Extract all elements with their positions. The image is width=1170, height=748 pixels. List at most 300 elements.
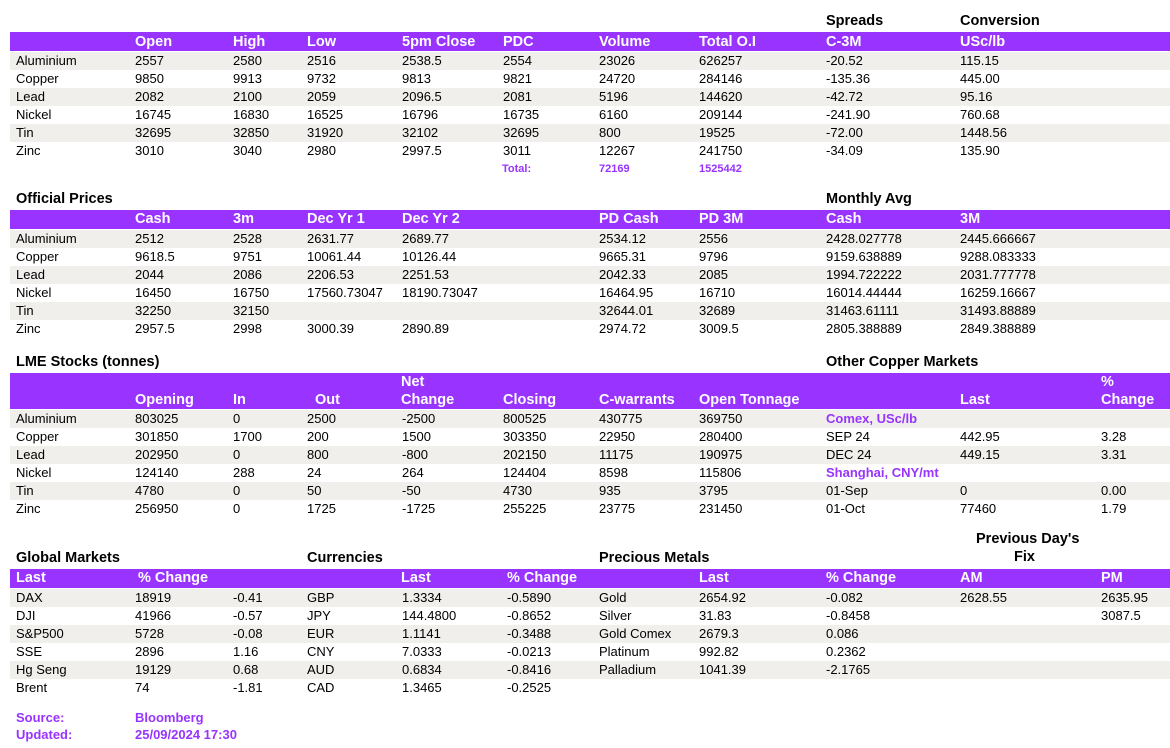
table-cell: 1500 xyxy=(402,429,431,444)
table-cell: Copper xyxy=(16,71,59,86)
table-row xyxy=(10,625,1170,643)
table-cell: 7.0333 xyxy=(402,644,442,659)
table-cell: Hg Seng xyxy=(16,662,67,677)
table-cell: 303350 xyxy=(503,429,547,444)
table-cell: 2580 xyxy=(233,53,262,68)
table-cell: 19525 xyxy=(699,125,736,140)
table-cell: 3040 xyxy=(233,143,262,158)
table-cell: 2890.89 xyxy=(402,321,449,336)
table-cell: 144.4800 xyxy=(402,608,457,623)
table-cell: 50 xyxy=(307,483,322,498)
table-cell: 3087.5 xyxy=(1101,608,1141,623)
table-row xyxy=(10,248,1170,266)
table-cell: 442.95 xyxy=(960,429,1000,444)
table-cell: -1.81 xyxy=(233,680,263,695)
table-row xyxy=(10,482,1170,500)
table-row xyxy=(10,500,1170,518)
table-cell: 2059 xyxy=(307,89,336,104)
table-cell: 22950 xyxy=(599,429,636,444)
table-cell: CAD xyxy=(307,680,335,695)
table-cell: 202150 xyxy=(503,447,547,462)
table-cell: -0.0213 xyxy=(507,644,552,659)
header-pd-cash: PD Cash xyxy=(599,211,659,227)
table-cell: 0 xyxy=(233,483,241,498)
header-opening: Opening xyxy=(135,392,194,408)
table-cell: 3795 xyxy=(699,483,728,498)
table-cell: 9850 xyxy=(135,71,164,86)
total-open-interest: 1525442 xyxy=(699,163,742,175)
table-cell: 231450 xyxy=(699,501,743,516)
table-cell: 95.16 xyxy=(960,89,993,104)
table-cell: 135.90 xyxy=(960,143,1000,158)
table-cell: 2534.12 xyxy=(599,231,646,246)
table-cell: Copper xyxy=(16,429,59,444)
table-cell: 2554 xyxy=(503,53,532,68)
table-cell: 3011 xyxy=(503,143,531,158)
table-cell: 2849.388889 xyxy=(960,321,1036,336)
table-cell: 760.68 xyxy=(960,107,1000,122)
monthly-avg-title: Monthly Avg xyxy=(826,191,912,207)
table-cell: 5728 xyxy=(135,626,164,641)
table-cell: 1994.722222 xyxy=(826,267,902,282)
header-other-last: Last xyxy=(960,392,990,408)
table-cell: 2997.5 xyxy=(402,143,442,158)
table-cell: 190975 xyxy=(699,447,743,462)
table-cell: 2980 xyxy=(307,143,336,158)
table-cell: 19129 xyxy=(135,662,172,677)
table-cell: Copper xyxy=(16,249,59,264)
header-closing: Closing xyxy=(503,392,557,408)
table-cell: 32850 xyxy=(233,125,270,140)
table-cell: 3.31 xyxy=(1101,447,1127,462)
header-low: Low xyxy=(307,34,336,50)
stocks-header-bar xyxy=(10,373,1170,409)
table-cell: GBP xyxy=(307,590,335,605)
table-row xyxy=(10,88,1170,106)
table-cell: 1700 xyxy=(233,429,262,444)
table-cell: -241.90 xyxy=(826,107,871,122)
header-fix-am: AM xyxy=(960,570,983,586)
header-5pm-close: 5pm Close xyxy=(402,34,476,50)
table-cell: Brent xyxy=(16,680,48,695)
header-open: Open xyxy=(135,34,173,50)
header-fix-pm: PM xyxy=(1101,570,1123,586)
table-cell: 2538.5 xyxy=(402,53,442,68)
header-net-change: Change xyxy=(401,392,455,408)
table-cell: S&P500 xyxy=(16,626,64,641)
table-cell: -2.1765 xyxy=(826,662,871,677)
total-volume: 72169 xyxy=(599,163,630,175)
table-cell: Palladium xyxy=(599,662,657,677)
table-cell: 202950 xyxy=(135,447,179,462)
table-cell: Lead xyxy=(16,267,45,282)
table-cell: 2044 xyxy=(135,267,164,282)
table-cell: -72.00 xyxy=(826,125,863,140)
table-cell: 2556 xyxy=(699,231,728,246)
table-cell: 9732 xyxy=(307,71,336,86)
table-cell: -0.8458 xyxy=(826,608,871,623)
table-cell: 2628.55 xyxy=(960,590,1007,605)
table-cell: -0.3488 xyxy=(507,626,552,641)
table-cell: -0.41 xyxy=(233,590,263,605)
header-total-oi: Total O.I xyxy=(699,34,756,50)
table-cell: 1.79 xyxy=(1101,501,1127,516)
total-label: Total: xyxy=(502,163,532,175)
table-row xyxy=(10,679,1170,697)
table-cell: 144620 xyxy=(699,89,743,104)
table-cell: 0.00 xyxy=(1101,483,1127,498)
table-cell: Lead xyxy=(16,447,45,462)
table-cell: 0 xyxy=(233,501,241,516)
table-cell: Zinc xyxy=(16,143,41,158)
table-cell: 0 xyxy=(233,411,241,426)
table-cell: 9821 xyxy=(503,71,532,86)
table-cell: 2031.777778 xyxy=(960,267,1036,282)
table-cell: 2082 xyxy=(135,89,164,104)
table-cell: DEC 24 xyxy=(826,447,872,462)
table-cell: 2635.95 xyxy=(1101,590,1148,605)
table-cell: 23775 xyxy=(599,501,636,516)
table-cell: DJI xyxy=(16,608,36,623)
table-cell: 1041.39 xyxy=(699,662,746,677)
table-cell: 31.83 xyxy=(699,608,732,623)
table-cell: Lead xyxy=(16,89,45,104)
table-cell: 01-Oct xyxy=(826,501,866,516)
table-cell: 2805.388889 xyxy=(826,321,902,336)
table-cell: Nickel xyxy=(16,465,52,480)
table-cell: Tin xyxy=(16,483,34,498)
table-cell: -800 xyxy=(402,447,429,462)
table-cell: 16710 xyxy=(699,285,736,300)
table-row xyxy=(10,70,1170,88)
table-cell: 2957.5 xyxy=(135,321,175,336)
table-cell: 2689.77 xyxy=(402,231,449,246)
table-cell: 9618.5 xyxy=(135,249,175,264)
table-cell: 2516 xyxy=(307,53,336,68)
table-cell: -20.52 xyxy=(826,53,863,68)
header-net: Net xyxy=(401,374,425,390)
table-cell: 2974.72 xyxy=(599,321,646,336)
table-cell: 992.82 xyxy=(699,644,739,659)
table-cell: 16796 xyxy=(402,107,439,122)
header-precious-last: Last xyxy=(699,570,729,586)
table-cell: 2428.027778 xyxy=(826,231,902,246)
table-cell: 10061.44 xyxy=(307,249,362,264)
table-cell: 01-Sep xyxy=(826,483,868,498)
table-cell: 2085 xyxy=(699,267,728,282)
table-cell: -42.72 xyxy=(826,89,863,104)
source-label: Source: xyxy=(16,710,65,725)
header-currency-change: % Change xyxy=(507,570,578,586)
header-out: Out xyxy=(315,392,340,408)
table-cell: Nickel xyxy=(16,107,52,122)
table-cell: 280400 xyxy=(699,429,743,444)
other-copper-title: Other Copper Markets xyxy=(826,354,979,370)
header-high: High xyxy=(233,34,266,50)
table-cell: 9159.638889 xyxy=(826,249,902,264)
header-usc-lb: USc/lb xyxy=(960,34,1006,50)
table-cell: -0.08 xyxy=(233,626,263,641)
table-row xyxy=(10,643,1170,661)
table-row xyxy=(10,464,1170,482)
table-cell: 18190.73047 xyxy=(402,285,478,300)
table-cell: 74 xyxy=(135,680,150,695)
table-cell: 430775 xyxy=(599,411,643,426)
table-cell: 803025 xyxy=(135,411,179,426)
table-cell: 2086 xyxy=(233,267,262,282)
table-cell: 626257 xyxy=(699,53,743,68)
table-cell: 0.086 xyxy=(826,626,859,641)
precious-metals-title: Precious Metals xyxy=(599,550,710,566)
table-cell: Nickel xyxy=(16,285,52,300)
table-cell: 9813 xyxy=(402,71,431,86)
table-cell: 32644.01 xyxy=(599,303,654,318)
table-row xyxy=(10,607,1170,625)
table-cell: 3.28 xyxy=(1101,429,1127,444)
header-monthly-3m: 3M xyxy=(960,211,981,227)
table-cell: 2998 xyxy=(233,321,262,336)
table-cell: 124404 xyxy=(503,465,547,480)
table-row xyxy=(10,661,1170,679)
table-row xyxy=(10,446,1170,464)
previous-day-fix-title: Previous Day's xyxy=(976,531,1080,547)
header-monthly-cash: Cash xyxy=(826,211,862,227)
table-cell: 1.16 xyxy=(233,644,259,659)
table-cell: 2042.33 xyxy=(599,267,646,282)
table-cell: 16745 xyxy=(135,107,172,122)
header-global-last: Last xyxy=(16,570,46,586)
table-cell: 115.15 xyxy=(960,53,999,68)
header-dec-yr-1: Dec Yr 1 xyxy=(307,211,365,227)
table-cell: 449.15 xyxy=(960,447,1000,462)
table-cell: 32250 xyxy=(135,303,172,318)
table-cell: Zinc xyxy=(16,501,41,516)
table-cell: 369750 xyxy=(699,411,743,426)
table-cell: 2251.53 xyxy=(402,267,449,282)
header-3m: 3m xyxy=(233,211,254,227)
table-cell: AUD xyxy=(307,662,335,677)
table-cell: Gold xyxy=(599,590,627,605)
table-cell: EUR xyxy=(307,626,335,641)
currencies-title: Currencies xyxy=(307,550,383,566)
table-cell: 18919 xyxy=(135,590,172,605)
table-cell: JPY xyxy=(307,608,331,623)
table-cell: 10126.44 xyxy=(402,249,457,264)
table-cell: Platinum xyxy=(599,644,650,659)
updated-label: Updated: xyxy=(16,727,73,742)
table-row xyxy=(10,106,1170,124)
lme-stocks-title: LME Stocks (tonnes) xyxy=(16,354,160,370)
header-volume: Volume xyxy=(599,34,651,50)
table-cell: Comex, USc/lb xyxy=(826,411,918,426)
table-cell: 2081 xyxy=(503,89,532,104)
table-cell: 288 xyxy=(233,465,255,480)
table-cell: 200 xyxy=(307,429,329,444)
table-cell: 209144 xyxy=(699,107,743,122)
global-markets-title: Global Markets xyxy=(16,550,120,566)
table-cell: 2896 xyxy=(135,644,164,659)
table-row xyxy=(10,124,1170,142)
table-cell: 41966 xyxy=(135,608,172,623)
table-cell: 16464.95 xyxy=(599,285,654,300)
table-cell: 0.68 xyxy=(233,662,259,677)
table-cell: 241750 xyxy=(699,143,743,158)
table-cell: 0 xyxy=(233,447,241,462)
table-cell: 124140 xyxy=(135,465,179,480)
table-cell: Tin xyxy=(16,303,34,318)
table-cell: SSE xyxy=(16,644,43,659)
table-cell: 2100 xyxy=(233,89,262,104)
table-cell: 2631.77 xyxy=(307,231,354,246)
table-cell: 32102 xyxy=(402,125,439,140)
fix-title: Fix xyxy=(1014,549,1035,565)
table-cell: 11175 xyxy=(599,447,634,462)
table-cell: Aluminium xyxy=(16,53,77,68)
table-cell: -0.2525 xyxy=(507,680,552,695)
table-cell: -0.5890 xyxy=(507,590,552,605)
spreads-title: Spreads xyxy=(826,13,884,29)
table-cell: 2445.666667 xyxy=(960,231,1036,246)
table-cell: 16830 xyxy=(233,107,270,122)
header-pdc: PDC xyxy=(503,34,534,50)
table-cell: 4780 xyxy=(135,483,164,498)
table-cell: 12267 xyxy=(599,143,636,158)
table-cell: 31920 xyxy=(307,125,344,140)
table-cell: 3010 xyxy=(135,143,164,158)
table-cell: Shanghai, CNY/mt xyxy=(826,465,939,480)
table-cell: 115806 xyxy=(699,465,742,480)
table-cell: -34.09 xyxy=(826,143,863,158)
table-cell: 0.6834 xyxy=(402,662,442,677)
table-cell: -2500 xyxy=(402,411,436,426)
table-row xyxy=(10,320,1170,338)
table-cell: 8598 xyxy=(599,465,628,480)
official-prices-title: Official Prices xyxy=(16,191,113,207)
table-cell: 2679.3 xyxy=(699,626,739,641)
table-cell: 800 xyxy=(599,125,621,140)
official-header-bar xyxy=(10,210,1170,229)
table-cell: 6160 xyxy=(599,107,628,122)
table-row xyxy=(10,302,1170,320)
table-cell: -1725 xyxy=(402,501,436,516)
table-cell: 1448.56 xyxy=(960,125,1007,140)
table-cell: Silver xyxy=(599,608,632,623)
table-cell: 1.1141 xyxy=(402,626,441,641)
table-cell: Tin xyxy=(16,125,34,140)
table-row xyxy=(10,266,1170,284)
header-cash: Cash xyxy=(135,211,171,227)
table-row xyxy=(10,142,1170,160)
table-cell: -50 xyxy=(402,483,421,498)
table-cell: 256950 xyxy=(135,501,179,516)
header-c-warrants: C-warrants xyxy=(599,392,675,408)
table-cell: Gold Comex xyxy=(599,626,672,641)
table-cell: 2096.5 xyxy=(402,89,442,104)
table-cell: 16014.44444 xyxy=(826,285,902,300)
table-cell: 16525 xyxy=(307,107,344,122)
table-cell: 445.00 xyxy=(960,71,1000,86)
updated-value: 25/09/2024 17:30 xyxy=(135,727,237,742)
table-row xyxy=(10,52,1170,70)
header-dec-yr-2: Dec Yr 2 xyxy=(402,211,460,227)
table-cell: 16259.16667 xyxy=(960,285,1036,300)
table-cell: 2512 xyxy=(135,231,164,246)
header-currency-last: Last xyxy=(401,570,431,586)
table-cell: 77460 xyxy=(960,501,997,516)
table-row xyxy=(10,230,1170,248)
table-cell: SEP 24 xyxy=(826,429,870,444)
table-cell: 16750 xyxy=(233,285,270,300)
table-cell: 9665.31 xyxy=(599,249,646,264)
table-cell: 16735 xyxy=(503,107,540,122)
table-row xyxy=(10,410,1170,428)
table-cell: 32689 xyxy=(699,303,736,318)
table-cell: 2500 xyxy=(307,411,336,426)
header-pd-3m: PD 3M xyxy=(699,211,744,227)
table-cell: -0.8652 xyxy=(507,608,552,623)
table-cell: 800 xyxy=(307,447,329,462)
table-cell: 2654.92 xyxy=(699,590,746,605)
table-cell: 2557 xyxy=(135,53,164,68)
table-cell: 0.2362 xyxy=(826,644,866,659)
table-cell: Aluminium xyxy=(16,411,77,426)
table-cell: 1.3465 xyxy=(402,680,442,695)
table-row xyxy=(10,428,1170,446)
table-cell: 935 xyxy=(599,483,621,498)
source-value: Bloomberg xyxy=(135,710,204,725)
table-cell: 264 xyxy=(402,465,424,480)
table-cell: 800525 xyxy=(503,411,547,426)
table-cell: 32150 xyxy=(233,303,270,318)
table-cell: 2206.53 xyxy=(307,267,354,282)
header-precious-change: % Change xyxy=(826,570,897,586)
table-cell: 9913 xyxy=(233,71,262,86)
header-in: In xyxy=(233,392,246,408)
table-cell: 255225 xyxy=(503,501,547,516)
table-cell: 32695 xyxy=(135,125,172,140)
table-cell: 24720 xyxy=(599,71,636,86)
table-cell: 3009.5 xyxy=(699,321,739,336)
table-cell: CNY xyxy=(307,644,335,659)
table-cell: 9751 xyxy=(233,249,262,264)
table-cell: Aluminium xyxy=(16,231,77,246)
conversion-title: Conversion xyxy=(960,13,1040,29)
table-cell: 4730 xyxy=(503,483,532,498)
header-pct: % xyxy=(1101,374,1114,390)
table-cell: 1.3334 xyxy=(402,590,442,605)
table-cell: -0.8416 xyxy=(507,662,552,677)
table-cell: 31493.88889 xyxy=(960,303,1036,318)
header-open-tonnage: Open Tonnage xyxy=(699,392,800,408)
table-row xyxy=(10,589,1170,607)
table-cell: 5196 xyxy=(599,89,628,104)
table-cell: 301850 xyxy=(135,429,179,444)
table-cell: -0.082 xyxy=(826,590,863,605)
table-cell: 3000.39 xyxy=(307,321,354,336)
table-cell: 284146 xyxy=(699,71,743,86)
header-c-3m: C-3M xyxy=(826,34,862,50)
table-cell: 31463.61111 xyxy=(826,303,900,318)
market-header-bar xyxy=(10,32,1170,51)
table-cell: 32695 xyxy=(503,125,540,140)
table-cell: 1725 xyxy=(307,501,336,516)
table-cell: 2528 xyxy=(233,231,262,246)
header-pct-change: Change xyxy=(1101,392,1155,408)
table-row xyxy=(10,284,1170,302)
table-cell: -135.36 xyxy=(826,71,871,86)
table-cell: 24 xyxy=(307,465,322,480)
header-global-change: % Change xyxy=(138,570,209,586)
